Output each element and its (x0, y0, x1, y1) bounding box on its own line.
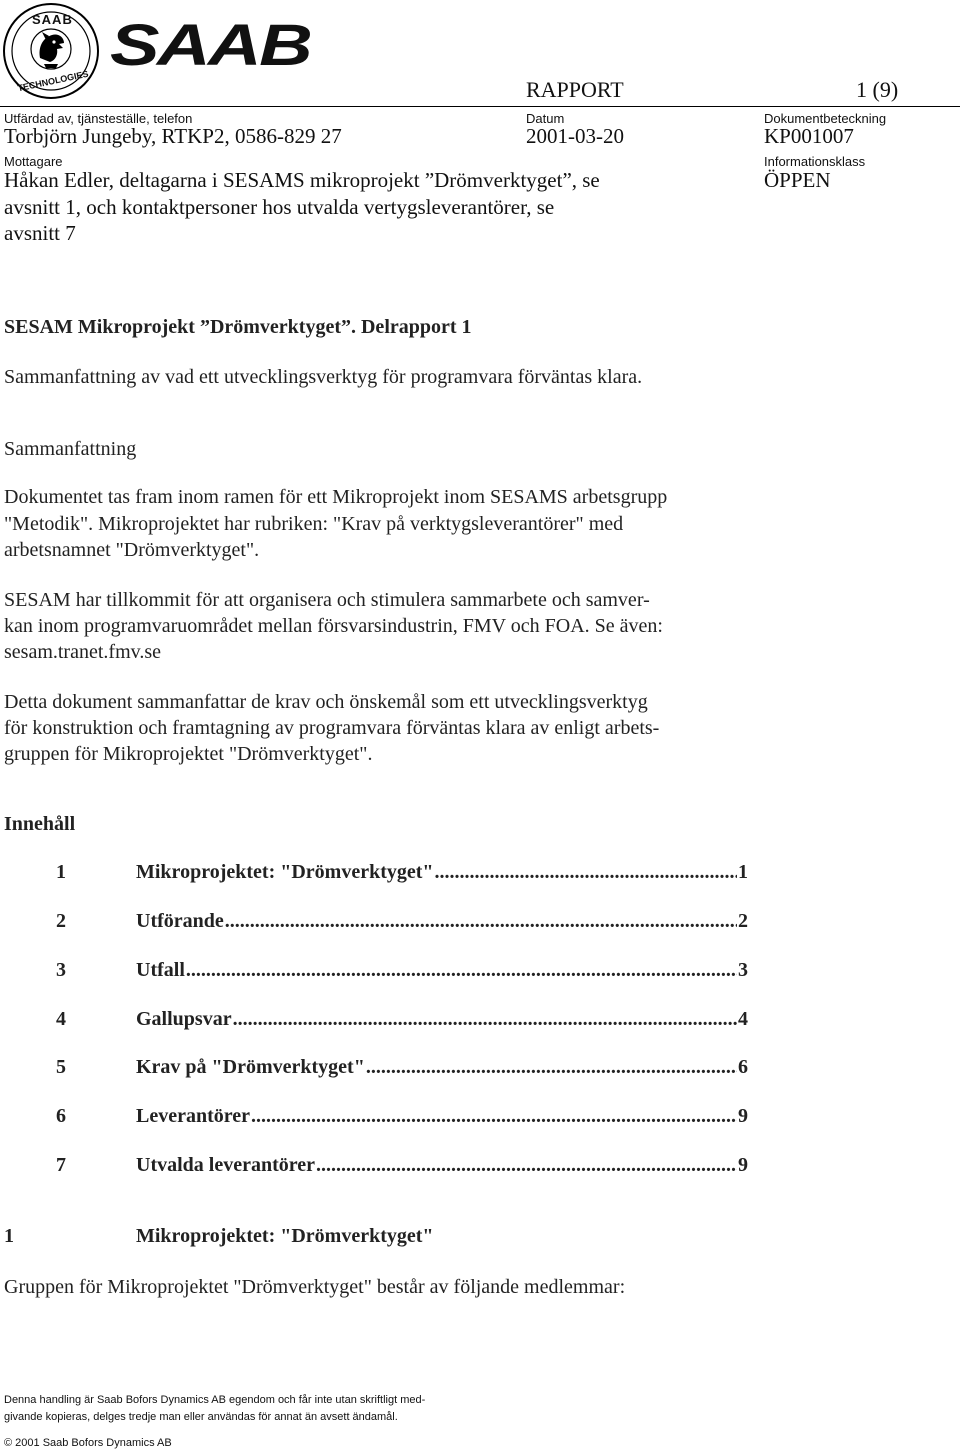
header-divider (0, 106, 960, 107)
toc-entry[interactable] (0, 1008, 760, 1034)
badge-top-text: SAAB (32, 12, 73, 27)
report-type: RAPPORT (526, 77, 624, 102)
toc-number: 4 (56, 1008, 66, 1030)
badge-bottom-text: TECHNOLOGIES (16, 68, 90, 94)
paragraph-line: för konstruktion och framtagning av programvara förväntas klara av enligt arbets- (4, 717, 660, 739)
paragraph-line: Detta dokument sammanfattar de krav och önskemål som ett utvecklingsverktyg (4, 691, 648, 713)
toc-page-number: 9 (738, 1154, 748, 1176)
paragraph-line: Dokumentet tas fram inom ramen för ett Mikroprojekt inom SESAMS arbetsgrupp (4, 486, 668, 508)
document-id-label: Dokumentbeteckning (764, 111, 887, 126)
paragraph-line: sesam.tranet.fmv.se (4, 641, 161, 663)
paragraph-line: kan inom programvaruområdet mellan försvarsindustrin, FMV och FOA. Se även: (4, 615, 663, 637)
date-value: 2001-03-20 (526, 124, 624, 148)
toc-title: Mikroprojektet: "Drömverktyget" (136, 861, 434, 883)
saab-technologies-badge (2, 2, 100, 100)
toc-page-number: 6 (738, 1056, 748, 1078)
copyright-notice: © 2001 Saab Bofors Dynamics AB (4, 1437, 172, 1449)
section-number: 1 (4, 1225, 14, 1247)
section-heading: Mikroprojektet: "Drömverktyget" (136, 1225, 434, 1247)
toc-entry[interactable] (0, 910, 760, 936)
toc-leader (366, 1056, 737, 1079)
toc-number: 3 (56, 959, 66, 981)
toc-number: 7 (56, 1154, 66, 1176)
summary-heading: Sammanfattning (4, 438, 137, 460)
paragraph-line: gruppen för Mikroprojektet "Drömverktyget". (4, 743, 373, 765)
document-title: SESAM Mikroprojekt ”Drömverktyget”. Delrapport 1 (4, 316, 472, 338)
toc-leader (233, 1008, 737, 1031)
toc-leader (251, 1105, 737, 1128)
date-label: Datum (526, 111, 565, 126)
toc-number: 5 (56, 1056, 66, 1078)
toc-entry[interactable] (0, 861, 760, 887)
toc-page-number: 3 (738, 959, 748, 981)
toc-entry[interactable] (0, 1105, 760, 1131)
toc-page-number: 1 (738, 861, 748, 883)
ownership-notice-line: Denna handling är Saab Bofors Dynamics AB egendom och får inte utan skriftligt med- (4, 1394, 426, 1406)
paragraph-line: arbetsnamnet "Drömverktyget". (4, 539, 260, 561)
information-class-value: ÖPPEN (764, 168, 831, 192)
toc-entry[interactable] (0, 959, 760, 985)
recipient-label: Mottagare (4, 154, 63, 169)
toc-page-number: 2 (738, 910, 748, 932)
toc-leader (435, 861, 738, 884)
toc-heading: Innehåll (4, 813, 76, 835)
recipient-line: avsnitt 1, och kontaktpersoner hos utvalda vertygsleverantörer, se (4, 195, 555, 219)
information-class-label: Informationsklass (764, 154, 866, 169)
document-subtitle: Sammanfattning av vad ett utvecklingsverktyg för programvara förväntas klara. (4, 366, 643, 388)
paragraph-line: SESAM har tillkommit för att organisera och stimulera sammarbete och samver- (4, 589, 650, 611)
toc-entry[interactable] (0, 1056, 760, 1082)
toc-title: Utfall (136, 959, 185, 981)
issuer-value: Torbjörn Jungeby, RTKP2, 0586-829 27 (4, 124, 342, 148)
page-indicator: 1 (9) (856, 77, 899, 102)
section-intro: Gruppen för Mikroprojektet "Drömverktyget" består av följande medlemmar: (4, 1276, 626, 1298)
recipient-line: Håkan Edler, deltagarna i SESAMS mikroprojekt ”Drömverktyget”, se (4, 168, 600, 192)
toc-leader (186, 959, 737, 982)
saab-logo: SAAB (110, 13, 311, 78)
toc-page-number: 9 (738, 1105, 748, 1127)
toc-page-number: 4 (738, 1008, 748, 1030)
toc-title: Utvalda leverantörer (136, 1154, 316, 1176)
toc-entry[interactable] (0, 1154, 760, 1180)
toc-title: Krav på "Drömverktyget" (136, 1056, 365, 1078)
toc-title: Gallupsvar (136, 1008, 232, 1030)
issuer-label: Utfärdad av, tjänsteställe, telefon (4, 111, 193, 126)
toc-leader (225, 910, 737, 933)
toc-title: Utförande (136, 910, 224, 932)
document-id-value: KP001007 (764, 124, 854, 148)
ownership-notice-line: givande kopieras, delges tredje man eller användas för annat än avsett ändamål. (4, 1411, 398, 1423)
toc-number: 1 (56, 861, 66, 883)
recipient-line: avsnitt 7 (4, 221, 76, 245)
toc-title: Leverantörer (136, 1105, 251, 1127)
toc-leader (316, 1154, 737, 1177)
toc-number: 2 (56, 910, 66, 932)
toc-number: 6 (56, 1105, 66, 1127)
paragraph-line: "Metodik". Mikroprojektet har rubriken: "Krav på verktygsleverantörer" med (4, 513, 624, 535)
